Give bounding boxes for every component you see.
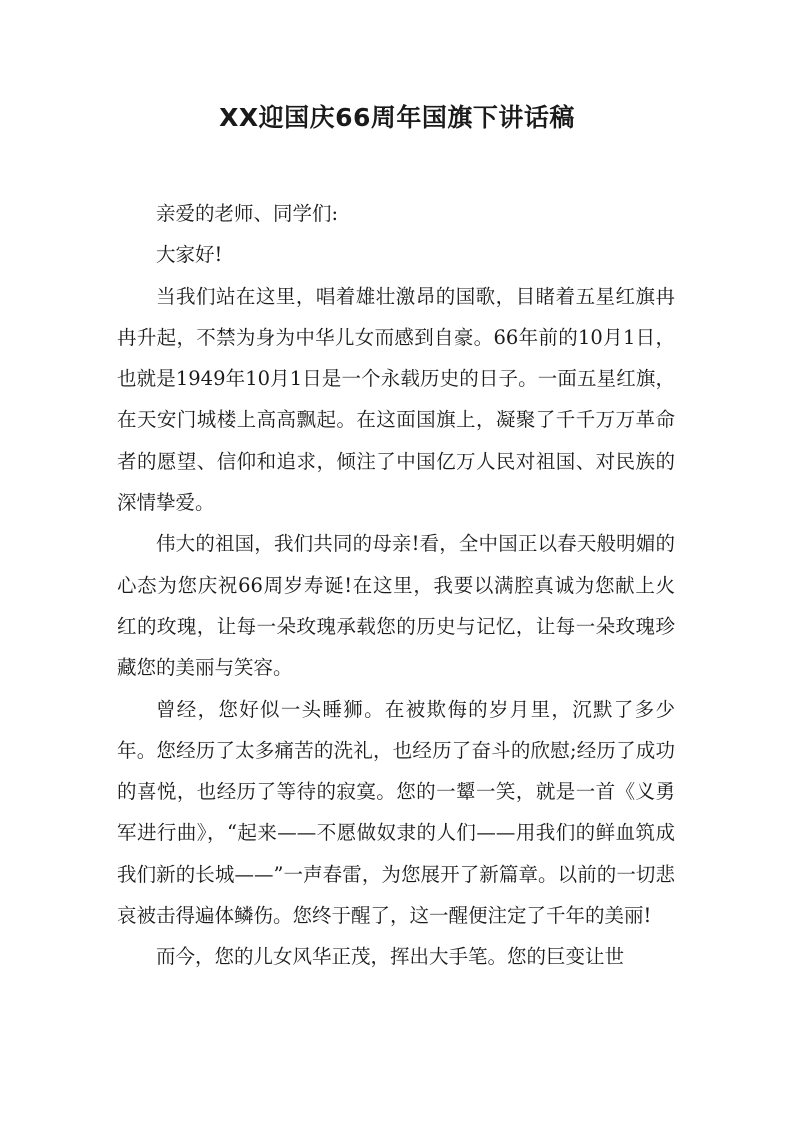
- paragraph-1: 当我们站在这里，唱着雄壮激昂的国歌，目睹着五星红旗冉冉升起，不禁为身为中华儿女而感到自豪。66年前的10月1日，也就是1949年10月1日是一个永载历史的日子。一面五星红旗，在天安门城楼上高高飘起。在这面国旗上，凝聚了千千万万革命者的愿望、信仰和追求，倾注了中国亿万人民对祖国、对民族的深情挚爱。: [117, 284, 675, 515]
- paragraph-greeting: 大家好!: [156, 243, 223, 267]
- paragraph-3: 曾经，您好似一头睡狮。在被欺侮的岁月里，沉默了多少年。您经历了太多痛苦的洗礼，也经历了奋斗的欣慰;经历了成功的喜悦，也经历了等待的寂寞。您的一颦一笑，就是一首《义勇军进行曲》，“起来——不愿做奴隶的人们——用我们的鲜血筑成我们新的长城——”一声春雷，为您展开了新篇章。以前的一切悲哀被击得遍体鳞伤。您终于醒了，这一醒便注定了千年的美丽!: [117, 697, 675, 928]
- paragraph-salutation: 亲爱的老师、同学们:: [156, 202, 339, 225]
- paragraph-4: 而今，您的儿女风华正茂，挥出大手笔。您的巨变让世: [156, 945, 625, 969]
- paragraph-2: 伟大的祖国，我们共同的母亲!看，全中国正以春天般明媚的心态为您庆祝66周岁寿诞!在这里，我要以满腔真诚为您献上火红的玫瑰，让每一朵玫瑰承载您的历史与记忆，让每一朵玫瑰珍藏您的美丽与笑容。: [117, 532, 675, 680]
- document-body: [117, 193, 675, 978]
- document-title: XX迎国庆66周年国旗下讲话稿: [219, 103, 575, 132]
